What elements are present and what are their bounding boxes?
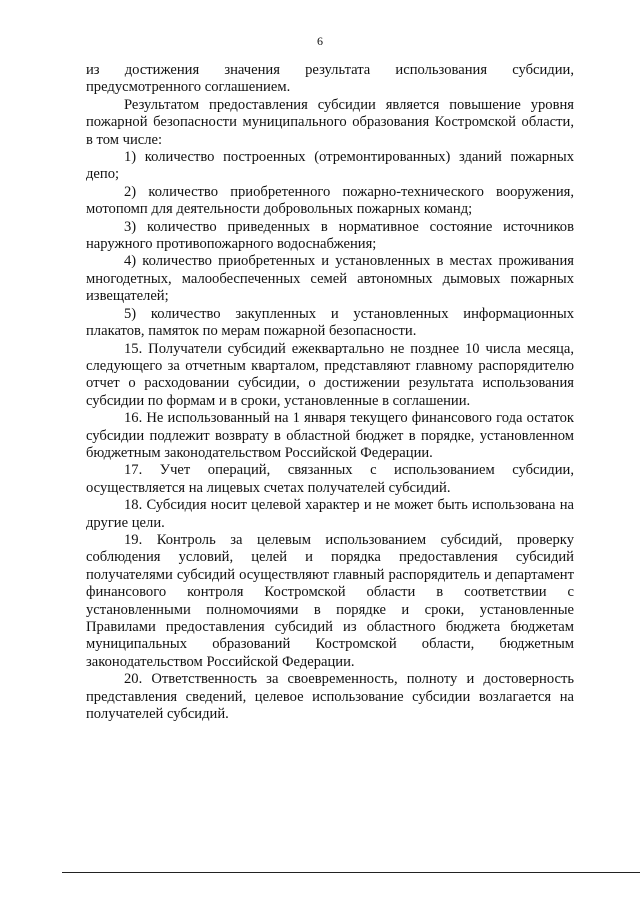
paragraph-17: 17. Учет операций, связанных с использованием субсидии, осуществляется на лицевых счетах получателей субсидий. — [86, 462, 574, 496]
paragraph-20: 20. Ответственность за своевременность, полноту и достоверность представления сведений, целевое использование субсидии возлагается на получателей субсидий. — [86, 671, 574, 723]
list-item-3: 3) количество приведенных в нормативное состояние источников наружного противопожарного водоснабжения; — [86, 218, 574, 253]
paragraph-18: 18. Субсидия носит целевой характер и не может быть использована на другие цели. — [86, 497, 574, 531]
paragraph-result-intro: Результатом предоставления субсидии является повышение уровня пожарной безопасности муниципального образования Костромской области, в том числе: — [86, 96, 574, 148]
paragraph-16: 16. Не использованный на 1 января текущего финансового года остаток субсидии подлежит возврату в областной бюджет в порядке, установленном бюджетным законодательством Российской Федерации. — [86, 410, 574, 461]
document-body — [86, 62, 574, 723]
paragraph-19: 19. Контроль за целевым использованием субсидий, проверку соблюдения условий, целей и порядка предоставления субсидий получателями субсидий осуществляют главный распорядитель и департамент финансового контроля Костромской области в соответствии с установленными полномочиями в порядке и сроки, установленные Правилами предоставления субсидий из областного бюджета бюджетам муниципальных образований Костромской области, бюджетным законодательством Российской Федерации. — [86, 531, 574, 670]
list-item-5: 5) количество закупленных и установленных информационных плакатов, памяток по мерам пожарной безопасности. — [86, 305, 574, 340]
paragraph-15: 15. Получатели субсидий ежеквартально не позднее 10 числа месяца, следующего за отчетным кварталом, представляют главному распорядителю отчет о расходовании субсидии, о достижении результата использования субсидии по формам и в сроки, установленные в соглашении. — [86, 340, 574, 409]
list-item-1: 1) количество построенных (отремонтированных) зданий пожарных депо; — [86, 149, 574, 183]
list-item-2: 2) количество приобретенного пожарно-технического вооружения, мотопомп для деятельности добровольных пожарных команд; — [86, 183, 574, 218]
bottom-divider — [62, 872, 640, 873]
list-item-4: 4) количество приобретенных и установленных в местах проживания многодетных, малообеспеченных семей автономных дымовых пожарных извещателей; — [86, 253, 574, 305]
paragraph-continuation: из достижения значения результата использования субсидии, предусмотренного соглашением. — [86, 62, 574, 96]
page-number: 6 — [317, 34, 323, 48]
